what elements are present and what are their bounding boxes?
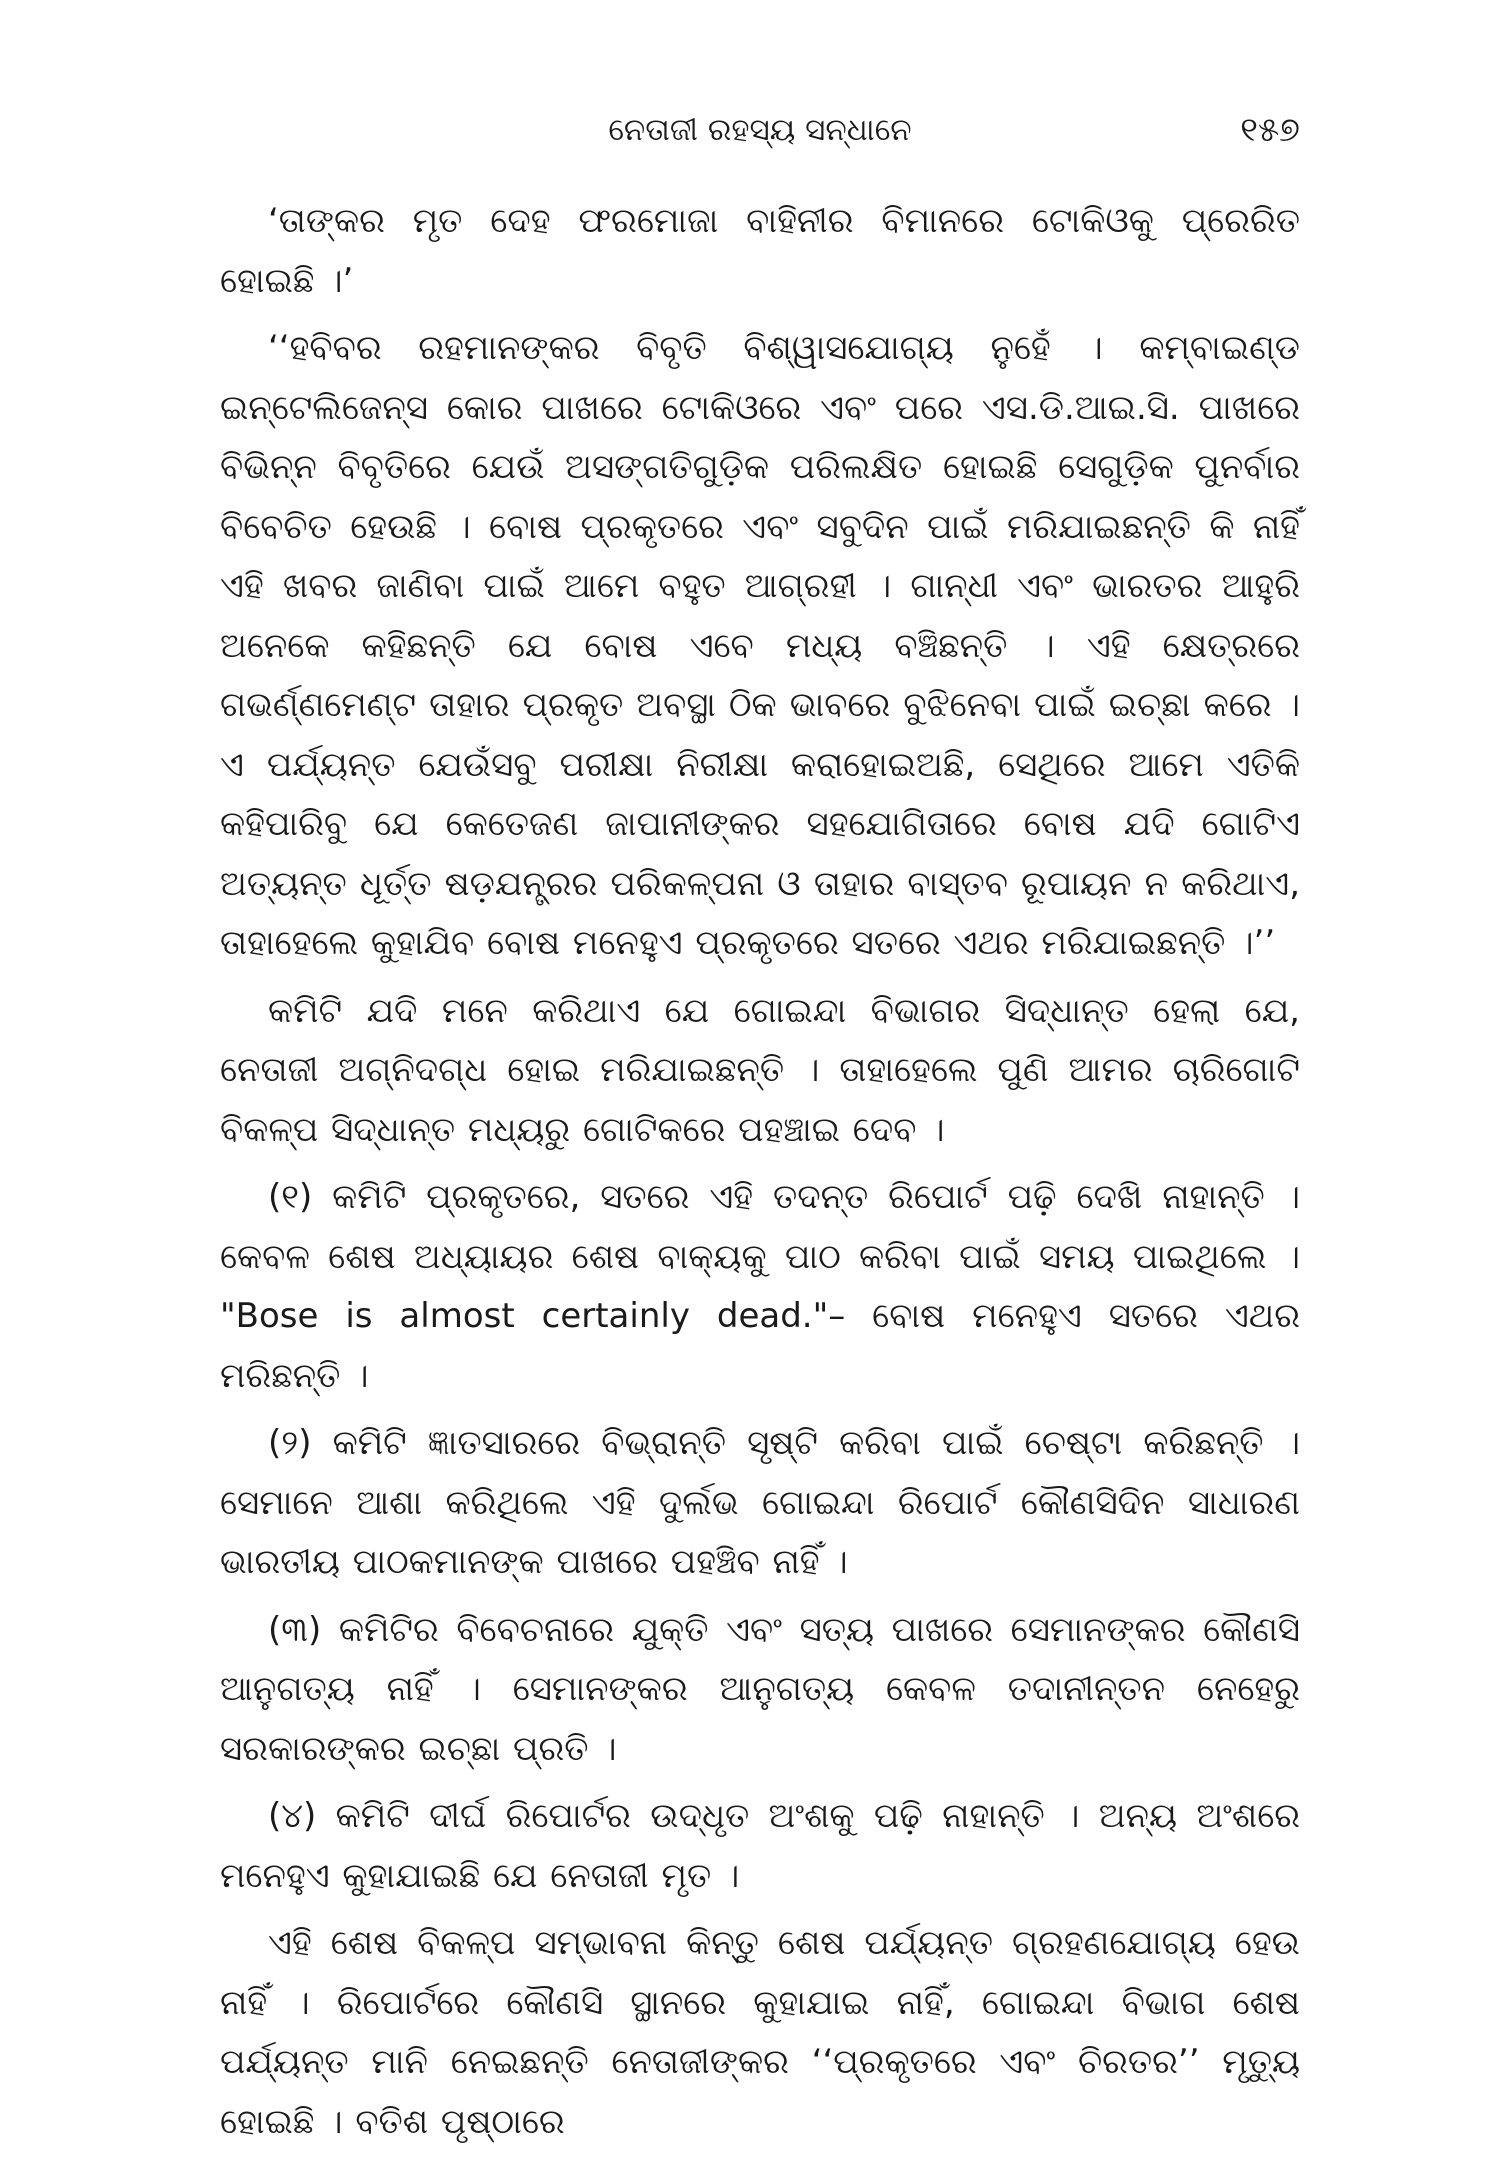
paragraph-2: ‘‘ହବିବର ରହମାନଙ୍କର ବିବୃତି ବିଶ୍ୱାସଯୋଗ୍ୟ ନୁହେଁ । କମ୍ବାଇଣ୍ଡ ଇନ୍‌ଟେଲିଜେନ୍ସ କୋର ପାଖରେ ଟୋକିଓରେ ଏବଂ ପରେ ଏସ.ଡି.ଆଇ.ସି. ପାଖରେ ବିଭିନ୍ନ ବିବୃତିରେ ଯେଉଁ ଅସଙ୍ଗତିଗୁଡ଼ିକ ପରିଲକ୍ଷିତ ହୋଇଛି ସେଗୁଡ଼ିକ ପୁନର୍ବାର ବିବେଚିତ ହେଉଛି । ବୋଷ ପ୍ରକୃତରେ ଏବଂ ସବୁଦିନ ପାଇଁ ମରିଯାଇଛନ୍ତି କି ନାହିଁ ଏହି ଖବର ଜାଣିବା ପାଇଁ ଆମେ ବହୁତ ଆଗ୍ରହୀ । ଗାନ୍ଧୀ ଏବଂ ଭାରତର ଆହୁରି ଅନେକେ କହିଛନ୍ତି ଯେ ବୋଷ ଏବେ ମଧ୍ୟ ବଞ୍ଚିଛନ୍ତି । ଏହି କ୍ଷେତ୍ରରେ ଗଭର୍ଣ୍ଣମେଣ୍ଟ ତାହାର ପ୍ରକୃତ ଅବସ୍ଥା ଠିକ ଭାବରେ ବୁଝିନେବା ପାଇଁ ଇଚ୍ଛା କରେ । ଏ ପର୍ଯ୍ୟନ୍ତ ଯେଉଁସବୁ ପରୀକ୍ଷା ନିରୀକ୍ଷା କରାହୋଇଅଛି, ସେଥିରେ ଆମେ ଏତିକି କହିପାରିବୁ ଯେ କେତେଜଣ ଜାପାନୀଙ୍କର ସହଯୋଗିତାରେ ବୋଷ ଯଦି ଗୋଟିଏ ଅତ୍ୟନ୍ତ ଧୂର୍ତ୍ତ ଷଡ଼ଯନ୍ତ୍ରର ପରିକଳ୍ପନା ଓ ତାହାର ବାସ୍ତବ ରୂପାୟନ ନ କରିଥାଏ, ତାହାହେଲେ କୁହାଯିବ ବୋଷ ମନେହୁଏ ପ୍ରକୃତରେ ସତରେ ଏଥର ମରିଯାଇଛନ୍ତି ।’’ (220, 328, 1300, 963)
paragraph-8: ଏହି ଶେଷ ବିକଳ୍ପ ସମ୍ଭାବନା କିନ୍ତୁ ଶେଷ ପର୍ଯ୍ୟନ୍ତ ଗ୍ରହଣଯୋଗ୍ୟ ହେଉ ନାହିଁ । ରିପୋର୍ଟରେ କୌଣସି ସ୍ଥାନରେ କୁହାଯାଇ ନାହିଁ, ଗୋଇନ୍ଦା ବିଭାଗ ଶେଷ ପର୍ଯ୍ୟନ୍ତ ମାନି ନେଇଛନ୍ତି ନେତାଜୀଙ୍କର ‘‘ପ୍ରକୃତରେ ଏବଂ ଚିରତର’’ ମୃତ୍ୟୁ ହୋଇଛି । ବତିଶ ପୃଷ୍ଠାରେ (220, 1923, 1300, 2142)
paragraph-4: (୧) କମିଟି ପ୍ରକୃତରେ, ସତରେ ଏହି ତଦନ୍ତ ରିପୋର୍ଟ ପଢ଼ି ଦେଖି ନାହାନ୍ତି । କେବଳ ଶେଷ ଅଧ୍ୟାୟର ଶେଷ ବାକ୍ୟକୁ ପାଠ କରିବା ପାଇଁ ସମୟ ପାଇଥିଲେ । "Bose is almost certainly dead."– ବୋଷ ମନେହୁଏ ସତରେ ଏଥର ମରିଛନ୍ତି । (220, 1177, 1300, 1396)
body-text (220, 192, 1300, 2160)
paragraph-7: (୪) କମିଟି ଦୀର୍ଘ ରିପୋର୍ଟର ଉଦ୍ଧୃତ ଅଂଶକୁ ପଢ଼ି ନାହାନ୍ତି । ଅନ୍ୟ ଅଂଶରେ ମନେହୁଏ କୁହାଯାଇଛି ଯେ ନେତାଜୀ ମୃତ । (220, 1796, 1300, 1896)
page-header (220, 100, 1300, 160)
running-title: ନେତାଜୀ ରହସ୍ୟ ସନ୍ଧାନେ (608, 112, 912, 148)
paragraph-1: ‘ତାଙ୍କର ମୃତ ଦେହ ଫରମୋଜା ବାହିନୀର ବିମାନରେ ଟୋକିଓକୁ ପ୍ରେରିତ ହୋଇଛି ।’ (220, 201, 1300, 301)
paragraph-5: (୨) କମିଟି ଜ୍ଞାତସାରରେ ବିଭ୍ରାନ୍ତି ସୃଷ୍ଟି କରିବା ପାଇଁ ଚେଷ୍ଟା କରିଛନ୍ତି । ସେମାନେ ଆଶା କରିଥିଲେ ଏହି ଦୁର୍ଲଭ ଗୋଇନ୍ଦା ରିପୋର୍ଟ କୌଣସିଦିନ ସାଧାରଣ ଭାରତୀୟ ପାଠକମାନଙ୍କ ପାଖରେ ପହଞ୍ଚିବ ନାହିଁ । (220, 1423, 1300, 1582)
paragraph-6: (୩) କମିଟିର ବିବେଚନାରେ ଯୁକ୍ତି ଏବଂ ସତ୍ୟ ପାଖରେ ସେମାନଙ୍କର କୌଣସି ଆନୁଗତ୍ୟ ନାହିଁ । ସେମାନଙ୍କର ଆନୁଗତ୍ୟ କେବଳ ତଦାନୀନ୍ତନ ନେହେରୁ ସରକାରଙ୍କର ଇଚ୍ଛା ପ୍ରତି । (220, 1609, 1300, 1769)
paragraph-3: କମିଟି ଯଦି ମନେ କରିଥାଏ ଯେ ଗୋଇନ୍ଦା ବିଭାଗର ସିଦ୍ଧାନ୍ତ ହେଲା ଯେ, ନେତାଜୀ ଅଗ୍ନିଦଗ୍ଧ ହୋଇ ମରିଯାଇଛନ୍ତି । ତାହାହେଲେ ପୁଣି ଆମର ଚାରିଗୋଟି ବିକଳ୍ପ ସିଦ୍ଧାନ୍ତ ମଧ୍ୟରୁ ଗୋଟିକରେ ପହଞ୍ଚାଇ ଦେବ । (220, 990, 1300, 1150)
page-number: ୧୫୭ (1240, 110, 1300, 150)
